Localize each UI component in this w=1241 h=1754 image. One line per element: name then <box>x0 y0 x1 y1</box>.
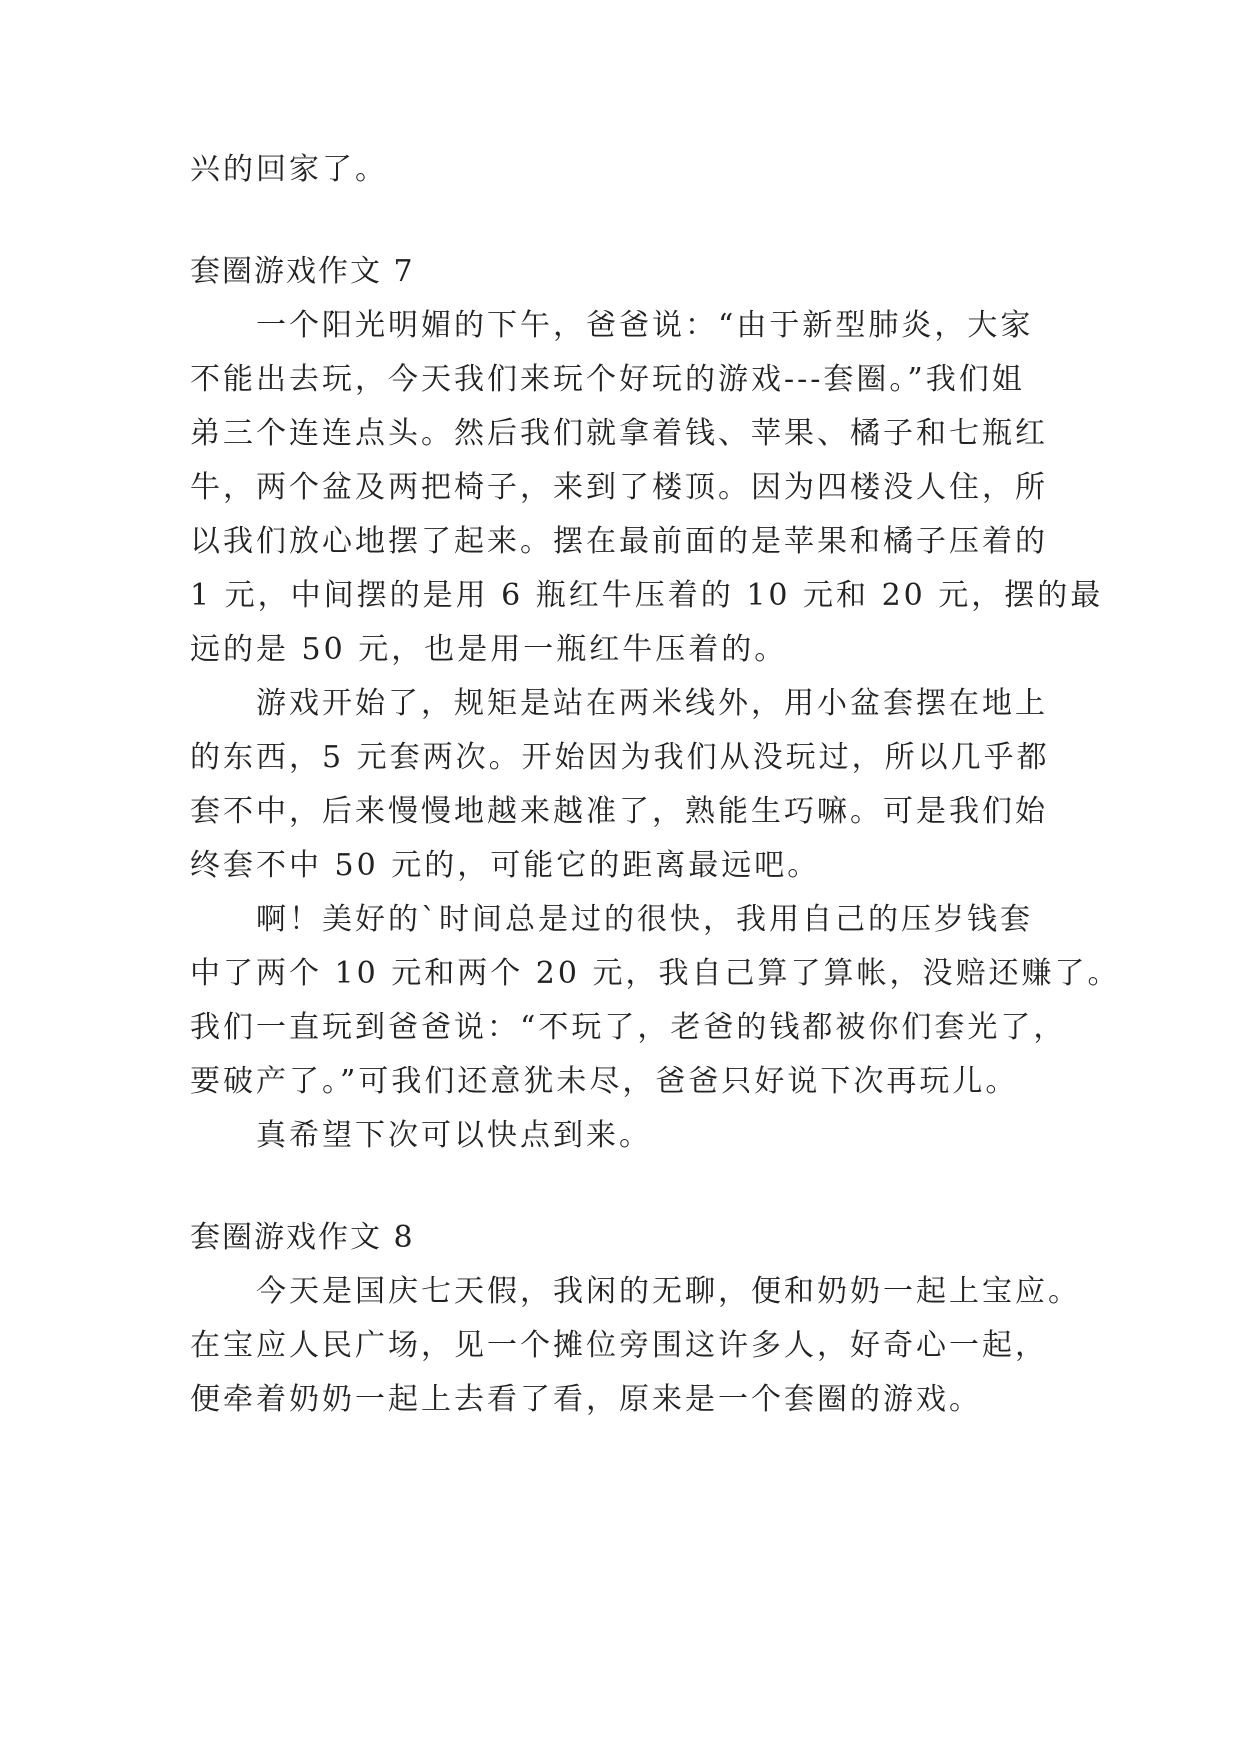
section-8-title: 套圈游戏作文 8 <box>190 1220 415 1255</box>
s7-p2-line-2: 的东西，5 元套两次。开始因为我们从没玩过，所以几乎都 <box>190 740 1050 775</box>
s7-p1-line-4: 牛，两个盆及两把椅子，来到了楼顶。因为四楼没人住，所 <box>190 470 1048 505</box>
s8-p1-line-2: 在宝应人民广场，见一个摊位旁围这许多人，好奇心一起， <box>190 1328 1048 1363</box>
s7-p3-line-3: 我们一直玩到爸爸说：“不玩了，老爸的钱都被你们套光了， <box>190 1010 1067 1045</box>
s7-p1-line-5: 以我们放心地摆了起来。摆在最前面的是苹果和橘子压着的 <box>190 524 1048 559</box>
s7-p2-line-1: 游戏开始了，规矩是站在两米线外，用小盆套摆在地上 <box>256 686 1048 721</box>
s7-p1-line-6: 1 元，中间摆的是用 6 瓶红牛压着的 10 元和 20 元，摆的最 <box>190 578 1104 613</box>
s7-p1-line-7: 远的是 50 元，也是用一瓶红牛压着的。 <box>190 632 788 667</box>
s7-p1-line-1: 一个阳光明媚的下午，爸爸说：“由于新型肺炎，大家 <box>256 308 1034 343</box>
s7-p3-line-2: 中了两个 10 元和两个 20 元，我自己算了算帐，没赔还赚了。 <box>190 956 1121 991</box>
s7-p4-line-1: 真希望下次可以快点到来。 <box>256 1118 652 1153</box>
s7-p1-line-3: 弟三个连连点头。然后我们就拿着钱、苹果、橘子和七瓶红 <box>190 416 1048 451</box>
section-7-title: 套圈游戏作文 7 <box>190 254 415 289</box>
s8-p1-line-1: 今天是国庆七天假，我闲的无聊，便和奶奶一起上宝应。 <box>256 1274 1081 1309</box>
paragraph-fragment: 兴的回家了。 <box>190 152 388 187</box>
s7-p1-line-2: 不能出去玩，今天我们来玩个好玩的游戏---套圈。”我们姐 <box>190 362 1025 397</box>
s7-p3-line-1: 啊！美好的`时间总是过的很快，我用自己的压岁钱套 <box>256 902 1033 937</box>
s8-p1-line-3: 便牵着奶奶一起上去看了看，原来是一个套圈的游戏。 <box>190 1382 982 1417</box>
s7-p2-line-3: 套不中，后来慢慢地越来越准了，熟能生巧嘛。可是我们始 <box>190 794 1048 829</box>
s7-p3-line-4: 要破产了。”可我们还意犹未尽，爸爸只好说下次再玩儿。 <box>190 1064 1019 1099</box>
s7-p2-line-4: 终套不中 50 元的，可能它的距离最远吧。 <box>190 848 821 883</box>
